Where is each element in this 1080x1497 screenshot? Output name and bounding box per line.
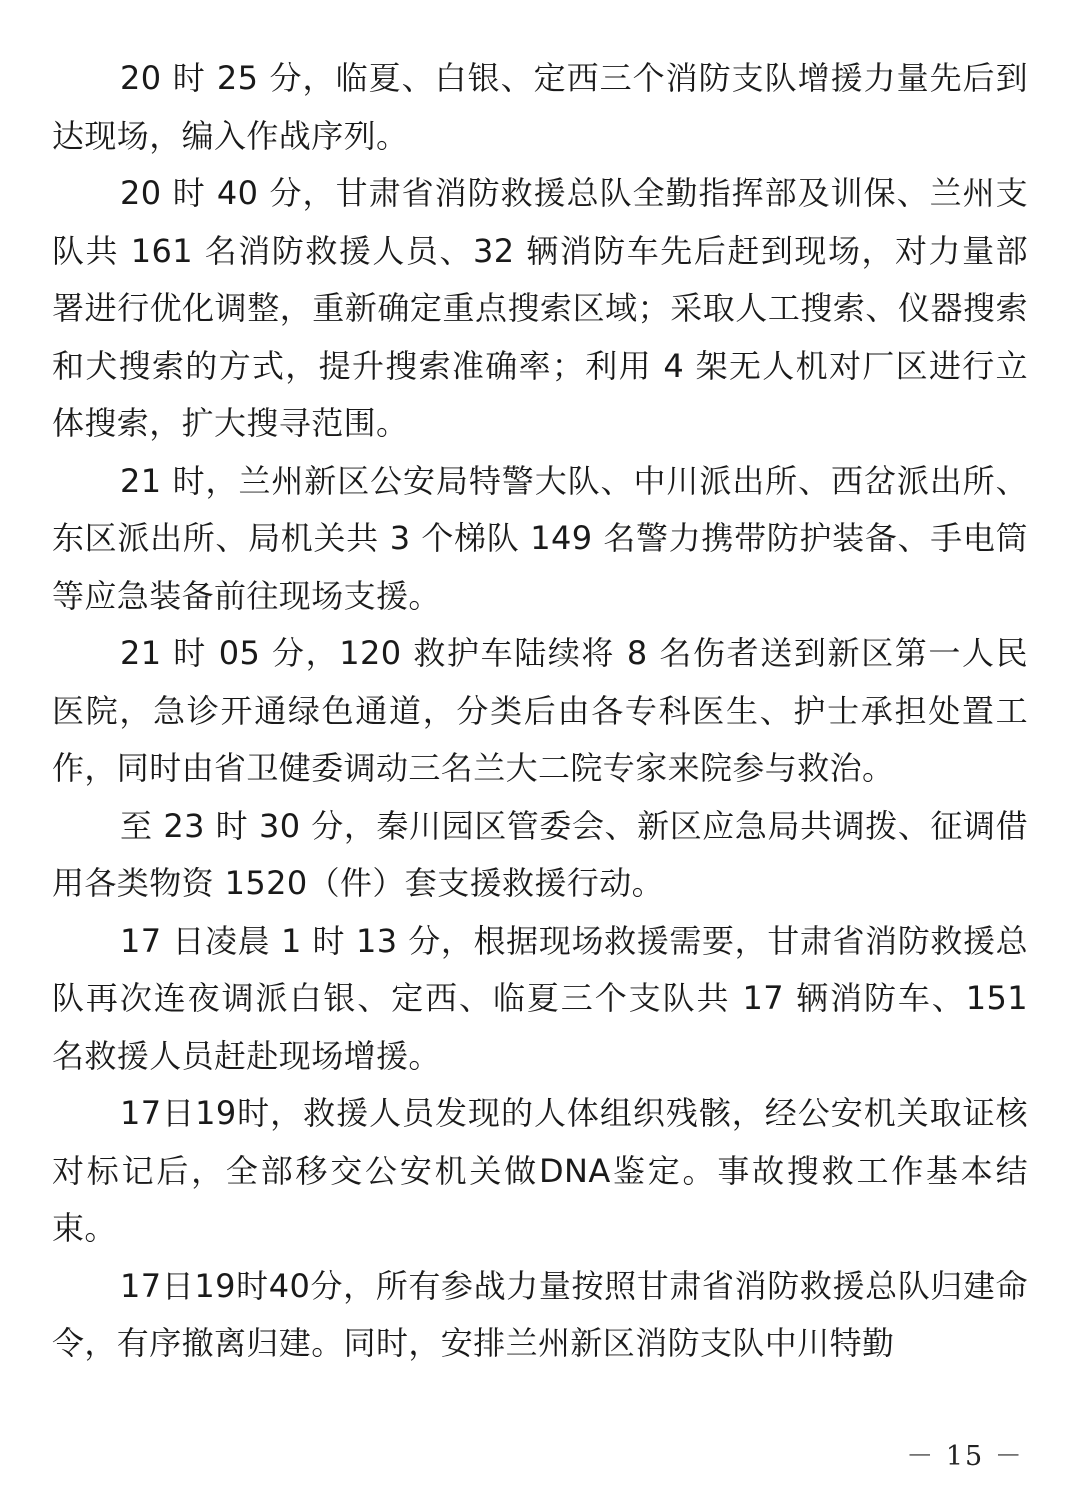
paragraph-7: 17日19时40分，所有参战力量按照甘肃省消防救援总队归建命令，有序撤离归建。同时，安排兰州新区消防支队中川特勤 [52,1266,1028,1362]
paragraph-3: 21 时 05 分，120 救护车陆续将 8 名伤者送到新区第一人民医院，急诊开通绿色通道，分类后由各专科医生、护士承担处置工作，同时由省卫健委调动三名兰大二院专家来院参与救治。 [52,634,1028,787]
paragraph-1: 20 时 40 分，甘肃省消防救援总队全勤指挥部及训保、兰州支队共 161 名消防救援人员、32 辆消防车先后赶到现场，对力量部署进行优化调整，重新确定重点搜索区域；采取人工搜索、仪器搜索和犬搜索的方式，提升搜索准确率；利用 4 架无人机对厂区进行立体搜索，扩大搜寻范围。 [52,174,1028,442]
paragraph-0: 20 时 25 分，临夏、白银、定西三个消防支队增援力量先后到达现场，编入作战序列。 [52,59,1028,155]
paragraph-5: 17 日凌晨 1 时 13 分，根据现场救援需要，甘肃省消防救援总队再次连夜调派白银、定西、临夏三个支队共 17 辆消防车、151 名救援人员赶赴现场增援。 [52,921,1028,1075]
paragraph-2: 21 时，兰州新区公安局特警大队、中川派出所、西岔派出所、东区派出所、局机关共 3 个梯队 149 名警力携带防护装备、手电筒等应急装备前往现场支援。 [52,461,1028,615]
page-number: － 15 － [906,1441,1024,1472]
paragraph-6: 17日19时，救援人员发现的人体组织残骸，经公安机关取证核对标记后，全部移交公安机关做DNA鉴定。事故搜救工作基本结束。 [52,1094,1028,1247]
document-body [52,50,1028,1373]
paragraph-4: 至 23 时 30 分，秦川园区管委会、新区应急局共调拨、征调借用各类物资 1520（件）套支援救援行动。 [52,806,1028,902]
